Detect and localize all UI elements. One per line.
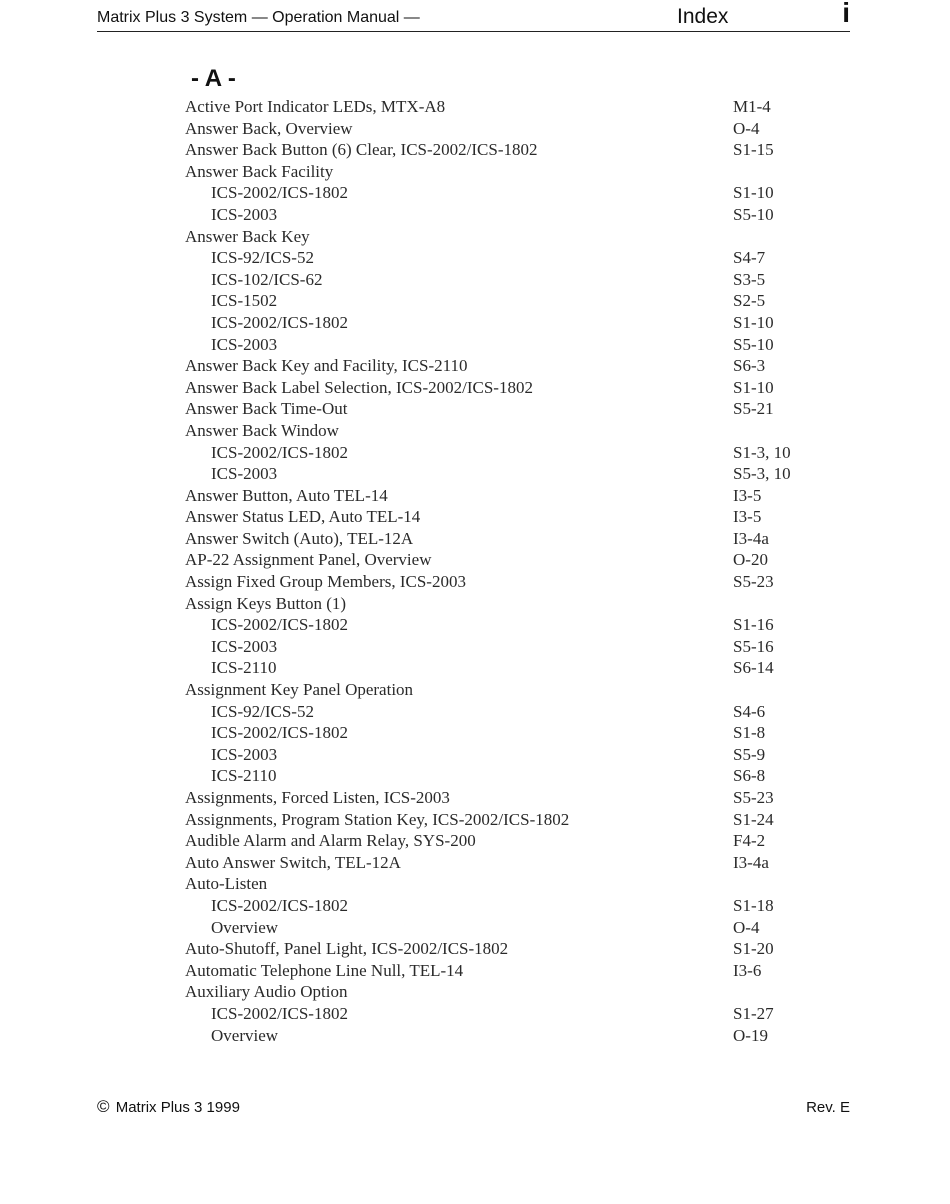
index-term: Answer Back Key and Facility, ICS-2110 xyxy=(185,356,468,376)
index-term: Auto-Listen xyxy=(185,874,268,894)
index-term: Active Port Indicator LEDs, MTX-A8 xyxy=(185,97,446,116)
index-term: ICS-2002/ICS-1802 xyxy=(211,442,348,462)
index-subentry xyxy=(185,917,825,939)
index-term: Auto-Shutoff, Panel Light, ICS-2002/ICS-1802 xyxy=(185,939,509,959)
index-entry-list xyxy=(185,96,825,1046)
index-term: ICS-2002/ICS-1802 xyxy=(211,183,348,203)
index-page-ref: S1-24 xyxy=(733,809,774,829)
index-page-ref: S6-3 xyxy=(733,356,766,376)
index-term: ICS-92/ICS-52 xyxy=(211,701,314,721)
page-header xyxy=(97,0,850,32)
index-term: Assign Keys Button (1) xyxy=(185,593,347,613)
index-page-ref: S3-5 xyxy=(733,269,766,289)
index-term: ICS-2002/ICS-1802 xyxy=(211,312,348,332)
index-page-ref: S1-20 xyxy=(733,939,774,959)
footer-left-text: Matrix Plus 3 1999 xyxy=(115,1099,240,1116)
index-entry xyxy=(185,398,825,420)
index-term: ICS-2002/ICS-1802 xyxy=(211,615,348,635)
index-page-ref: S5-21 xyxy=(733,399,774,419)
index-entry xyxy=(185,938,825,960)
index-subentry xyxy=(185,765,825,787)
index-term: ICS-2110 xyxy=(211,658,277,678)
index-entry xyxy=(185,809,825,831)
index-page-ref: S4-6 xyxy=(733,701,766,721)
index-term: Auxiliary Audio Option xyxy=(185,982,348,1002)
index-entry xyxy=(185,787,825,809)
index-subentry xyxy=(185,722,825,744)
index-term: Answer Back Window xyxy=(185,420,339,440)
index-term: ICS-2003 xyxy=(211,464,278,484)
index-page-ref: S5-23 xyxy=(733,788,774,807)
index-page-ref: S5-10 xyxy=(733,204,774,224)
index-page-ref: S2-5 xyxy=(733,291,766,311)
footer-revision: Rev. E xyxy=(806,1099,850,1116)
index-subentry xyxy=(185,204,825,226)
index-page-ref: I3-5 xyxy=(733,507,762,527)
index-page-ref: S5-10 xyxy=(733,334,774,354)
index-term: ICS-2110 xyxy=(211,766,277,786)
index-term: Answer Status LED, Auto TEL-14 xyxy=(185,507,421,527)
index-page-ref: S4-7 xyxy=(733,248,766,268)
index-entry xyxy=(185,139,825,161)
index-term: Overview xyxy=(211,1025,279,1045)
index-entry xyxy=(185,226,825,248)
index-term: ICS-2002/ICS-1802 xyxy=(211,723,348,743)
index-entry xyxy=(185,852,825,874)
index-entry xyxy=(185,118,825,140)
index-subentry xyxy=(185,614,825,636)
index-term: Auto Answer Switch, TEL-12A xyxy=(185,852,401,872)
index-page-ref: I3-5 xyxy=(733,485,762,505)
index-page-ref: O-20 xyxy=(733,550,768,570)
copyright-symbol: © xyxy=(97,1097,110,1116)
index-term: ICS-2003 xyxy=(211,744,278,764)
index-entry xyxy=(185,506,825,528)
index-entry xyxy=(185,377,825,399)
index-subentry xyxy=(185,657,825,679)
index-subentry xyxy=(185,1025,825,1047)
index-term: ICS-2002/ICS-1802 xyxy=(211,1003,348,1023)
index-term: ICS-2003 xyxy=(211,334,278,354)
index-entry xyxy=(185,96,825,118)
index-page-ref: S5-3, 10 xyxy=(733,464,791,484)
index-subentry xyxy=(185,636,825,658)
manual-title: Matrix Plus 3 System — Operation Manual — xyxy=(97,9,420,26)
index-term: ICS-1502 xyxy=(211,291,278,311)
index-page-ref: S1-10 xyxy=(733,183,774,203)
index-subentry xyxy=(185,701,825,723)
index-entry xyxy=(185,593,825,615)
index-subentry xyxy=(185,334,825,356)
index-term: Answer Back Label Selection, ICS-2002/ICS-1802 xyxy=(185,377,533,397)
index-term: Assignment Key Panel Operation xyxy=(185,680,414,700)
index-page-ref: S1-8 xyxy=(733,723,766,743)
index-page-ref: S1-18 xyxy=(733,895,774,915)
index-subentry xyxy=(185,442,825,464)
index-page-ref: S1-3, 10 xyxy=(733,442,791,462)
index-subentry xyxy=(185,1003,825,1025)
index-term: Answer Back Key xyxy=(185,226,310,246)
index-page-ref: S5-16 xyxy=(733,636,774,656)
index-term: Assignments, Forced Listen, ICS-2003 xyxy=(185,788,450,807)
index-entry xyxy=(185,873,825,895)
index-term: Answer Back Button (6) Clear, ICS-2002/ICS-1802 xyxy=(185,140,538,160)
index-term: Automatic Telephone Line Null, TEL-14 xyxy=(185,960,464,980)
index-entry xyxy=(185,981,825,1003)
index-subentry xyxy=(185,247,825,269)
index-entry xyxy=(185,830,825,852)
footer-copyright xyxy=(97,1098,240,1117)
index-page-ref: I3-6 xyxy=(733,960,762,980)
section-title: Index xyxy=(677,5,729,28)
index-entry xyxy=(185,960,825,982)
index-term: Overview xyxy=(211,917,279,937)
index-term: Assignments, Program Station Key, ICS-2002/ICS-1802 xyxy=(185,809,570,829)
index-page-ref: S5-9 xyxy=(733,744,766,764)
index-page-ref: I3-4a xyxy=(733,528,769,548)
index-term: ICS-2003 xyxy=(211,636,278,656)
index-subentry xyxy=(185,744,825,766)
index-page-ref: O-19 xyxy=(733,1025,768,1045)
index-subentry xyxy=(185,290,825,312)
index-page-ref: S1-16 xyxy=(733,615,774,635)
index-entry xyxy=(185,355,825,377)
index-subentry xyxy=(185,269,825,291)
letter-heading: - A - xyxy=(191,65,236,92)
index-entry xyxy=(185,679,825,701)
index-entry xyxy=(185,571,825,593)
index-term: AP-22 Assignment Panel, Overview xyxy=(185,550,432,570)
index-page-ref: S1-27 xyxy=(733,1003,774,1023)
index-term: Assign Fixed Group Members, ICS-2003 xyxy=(185,572,466,592)
index-term: ICS-2003 xyxy=(211,204,278,224)
index-term: ICS-92/ICS-52 xyxy=(211,248,314,268)
index-page-ref: M1-4 xyxy=(733,97,771,116)
page-number: i xyxy=(842,0,850,28)
index-subentry xyxy=(185,182,825,204)
index-subentry xyxy=(185,463,825,485)
index-term: ICS-2002/ICS-1802 xyxy=(211,895,348,915)
index-term: Answer Button, Auto TEL-14 xyxy=(185,485,388,505)
index-subentry xyxy=(185,312,825,334)
index-entry xyxy=(185,420,825,442)
index-page-ref: S1-10 xyxy=(733,377,774,397)
index-entry xyxy=(185,549,825,571)
index-page-ref: O-4 xyxy=(733,118,760,138)
index-page-ref: F4-2 xyxy=(733,831,766,851)
index-page-ref: S6-8 xyxy=(733,766,766,786)
index-entry xyxy=(185,528,825,550)
index-term: Answer Back, Overview xyxy=(185,118,353,138)
index-page-ref: S1-15 xyxy=(733,140,774,160)
index-term: Answer Back Facility xyxy=(185,161,334,181)
index-entry xyxy=(185,485,825,507)
index-page-ref: S1-10 xyxy=(733,312,774,332)
index-subentry xyxy=(185,895,825,917)
index-page-ref: O-4 xyxy=(733,917,760,937)
index-term: Audible Alarm and Alarm Relay, SYS-200 xyxy=(185,831,476,851)
index-term: ICS-102/ICS-62 xyxy=(211,269,323,289)
index-entry xyxy=(185,161,825,183)
index-term: Answer Switch (Auto), TEL-12A xyxy=(185,528,414,548)
index-page-ref: S6-14 xyxy=(733,658,774,678)
index-term: Answer Back Time-Out xyxy=(185,399,348,419)
index-page-ref: S5-23 xyxy=(733,572,774,592)
index-page-ref: I3-4a xyxy=(733,852,769,872)
